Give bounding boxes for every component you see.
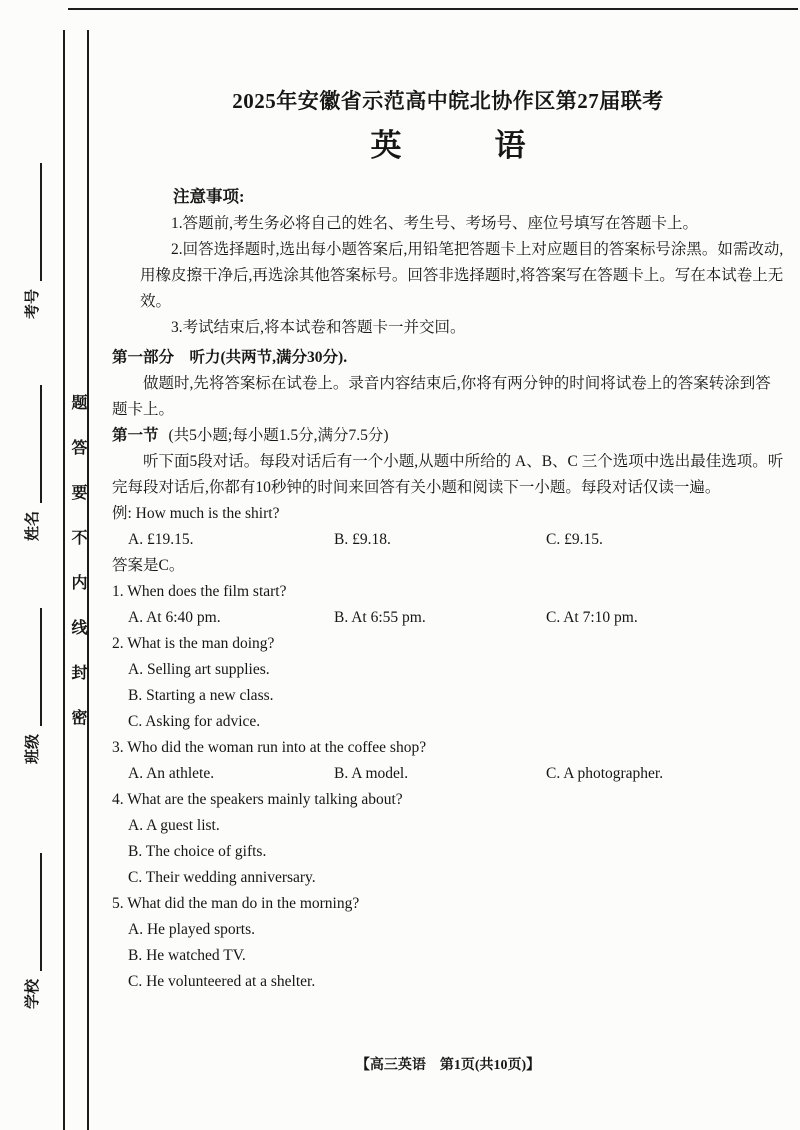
example-option-b: B. £9.18. xyxy=(334,531,391,548)
xuexiao-blank-line xyxy=(25,853,42,971)
top-border-line xyxy=(68,8,798,10)
question-3-option-a: A. An athlete. xyxy=(128,765,215,782)
notice-item-1: 1.答题前,考生务必将自己的姓名、考生号、考场号、座位号填写在答题卡上。 xyxy=(171,215,699,232)
example-option-a: A. £19.15. xyxy=(128,531,194,548)
example-answer: 答案是C。 xyxy=(112,557,185,574)
question-5-option-a: A. He played sports. xyxy=(128,921,255,938)
question-5-option-b: B. He watched TV. xyxy=(128,947,246,964)
question-3-options xyxy=(112,761,784,787)
notice-item-2: 2.回答选择题时,选出每小题答案后,用铅笔把答题卡上对应题目的答案标号涂黑。如需改动,用橡皮擦干净后,再选涂其他答案标号。回答非选择题时,将答案写在答题卡上。写在本试卷上无效。 xyxy=(140,241,784,310)
kaohao-blank-line xyxy=(25,163,42,281)
question-2-option-c: C. Asking for advice. xyxy=(128,713,261,730)
section1-heading-detail: (共5小题;每小题1.5分,满分7.5分) xyxy=(168,427,389,444)
subject-title: 英 语 xyxy=(370,128,526,163)
question-1-options xyxy=(112,605,784,631)
xuexiao-label: 学校 xyxy=(25,979,41,1010)
question-2-option-a: A. Selling art supplies. xyxy=(128,661,270,678)
kaohao-label: 考号 xyxy=(25,289,41,320)
part1-heading: 第一部分 听力(共两节,满分30分). xyxy=(112,349,348,366)
question-3-text: 3. Who did the woman run into at the coffee shop? xyxy=(112,739,427,756)
seal-line-outer xyxy=(63,30,65,1130)
banji-blank-line xyxy=(25,608,42,726)
question-4-option-a: A. A guest list. xyxy=(128,817,220,834)
question-1-option-b: B. At 6:55 pm. xyxy=(334,609,426,626)
xingming-label: 姓名 xyxy=(25,511,41,542)
seal-field-banji xyxy=(18,556,42,816)
example-options xyxy=(112,527,784,553)
seal-instruction-text: 题答要不内线封密 xyxy=(69,394,86,754)
banji-label: 班级 xyxy=(25,734,41,765)
question-1-text: 1. When does the film start? xyxy=(112,583,287,600)
notice-heading: 注意事项: xyxy=(173,187,245,206)
question-4-option-c: C. Their wedding anniversary. xyxy=(128,869,316,886)
question-3-option-c: C. A photographer. xyxy=(546,765,664,782)
question-5-option-c: C. He volunteered at a shelter. xyxy=(128,973,316,990)
question-2-text: 2. What is the man doing? xyxy=(112,635,275,652)
seal-field-kaohao xyxy=(18,111,42,371)
section1-intro: 听下面5段对话。每段对话后有一个小题,从题中所给的 A、B、C 三个选项中选出最佳选项。听完每段对话后,你都有10秒钟的时间来回答有关小题和阅读下一小题。每段对话仅读一遍。 xyxy=(112,453,784,496)
seal-line-inner xyxy=(87,30,89,1130)
question-4-text: 4. What are the speakers mainly talking about? xyxy=(112,791,403,808)
section1-heading-label: 第一节 xyxy=(112,427,159,444)
exam-content xyxy=(112,84,784,995)
notice-section xyxy=(140,182,784,341)
seal-field-xuexiao xyxy=(18,801,42,1061)
example-question: 例: How much is the shirt? xyxy=(112,505,280,522)
page-footer: 【高三英语 第1页(共10页)】 xyxy=(355,1058,541,1073)
question-1-option-a: A. At 6:40 pm. xyxy=(128,609,221,626)
seal-field-xingming xyxy=(18,333,42,593)
question-1-option-c: C. At 7:10 pm. xyxy=(546,609,638,626)
question-2-option-b: B. Starting a new class. xyxy=(128,687,274,704)
example-option-c: C. £9.15. xyxy=(546,531,603,548)
question-5-text: 5. What did the man do in the morning? xyxy=(112,895,360,912)
question-4-option-b: B. The choice of gifts. xyxy=(128,843,267,860)
question-3-option-b: B. A model. xyxy=(334,765,409,782)
page-title: 2025年安徽省示范高中皖北协作区第27届联考 xyxy=(232,89,664,113)
xingming-blank-line xyxy=(25,385,42,503)
part1-intro: 做题时,先将答案标在试卷上。录音内容结束后,你将有两分钟的时间将试卷上的答案转涂到答题卡上。 xyxy=(112,375,771,418)
notice-item-3: 3.考试结束后,将本试卷和答题卡一并交回。 xyxy=(171,319,466,336)
section1-heading xyxy=(112,423,784,449)
